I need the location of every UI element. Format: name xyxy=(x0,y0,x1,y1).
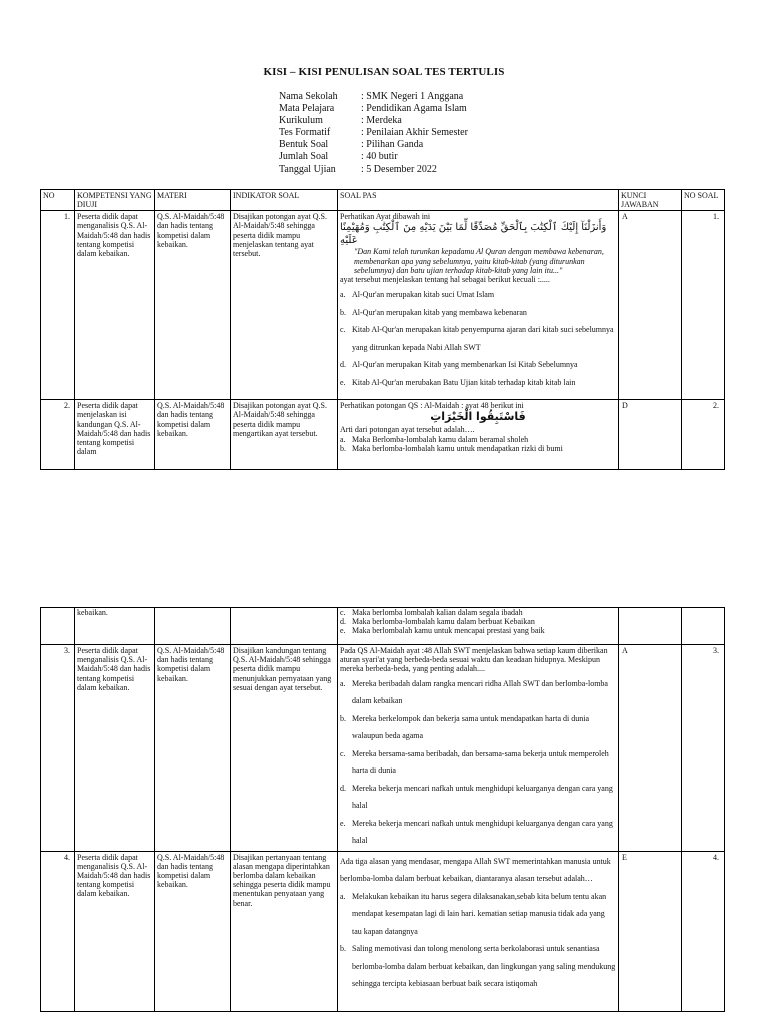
option-text: Mereka beribadah dalam rangka mencari ridha Allah SWT dan berlomba-lomba dalam kebaikan xyxy=(352,678,608,706)
option-text: Mereka berkelompok dan bekerja sama untuk mendapatkan harta di dunia walaupun beda agama xyxy=(352,713,590,741)
info-value: : 5 Desember 2022 xyxy=(361,163,437,175)
answer-option xyxy=(340,626,616,635)
info-label: Nama Sekolah xyxy=(279,91,338,102)
answer-key xyxy=(619,608,682,645)
answer-option xyxy=(340,286,616,304)
soal-question: Arti dari potongan ayat tersebut adalah…. xyxy=(340,425,475,435)
soal-intro: Perhatikan Ayat dibawah ini xyxy=(340,212,431,222)
answer-option xyxy=(340,745,616,780)
soal-intro: Perhatikan potongan QS : Al-Maidah : ayat 48 berikut ini xyxy=(340,401,524,411)
answer-option xyxy=(340,304,616,322)
soal-cell xyxy=(338,400,619,470)
info-label: Mata Pelajara xyxy=(279,103,335,115)
option-letter: c. xyxy=(340,748,346,758)
indikator-cell: Disajikan pertanyaan tentang alasan mengapa diperintahkan berlomba dalam kebaikan sehingga peserta didik mampu menentukan penyataan yang benar. xyxy=(231,851,338,1011)
option-text: Kitab Al-Qur'an merupakan kitab penyempurna ajaran dari kitab suci sebelumnya yang ditrunkan kepada Nabi Allah SWT xyxy=(352,325,614,352)
info-label: Jumlah Soal xyxy=(279,151,329,163)
materi-cell xyxy=(155,608,231,645)
materi-cell: Q.S. Al-Maidah/5:48 dan hadis tentang kompetisi dalam kebaikan. xyxy=(155,400,231,470)
option-letter: d. xyxy=(340,783,346,793)
answer-option xyxy=(340,435,616,444)
answer-option xyxy=(340,710,616,745)
question-number: 1. xyxy=(682,211,725,400)
kompetensi-cell: Peserta didik dapat menganalisis Q.S. Al-Maidah/5:48 dan hadis tentang kompetisi dalam kebaikan. xyxy=(75,645,155,852)
option-letter: e. xyxy=(340,818,346,828)
option-text: Al-Qur'an merupakan kitab yang membawa kebenaran xyxy=(352,307,527,317)
soal-cell xyxy=(338,851,619,1011)
kisi-table-page-2 xyxy=(40,607,725,1012)
option-text: Maka berlomba-lombalah kamu dalam berbuat Kebaikan xyxy=(352,617,535,627)
table-row xyxy=(41,211,725,400)
question-number xyxy=(682,608,725,645)
school-info xyxy=(279,91,468,176)
row-number: 3. xyxy=(41,645,75,852)
option-text: Maka berlomba-lombalah kamu untuk mendapatkan rizki di bumi xyxy=(352,443,563,453)
header-materi: MATERI xyxy=(155,190,231,211)
soal-cell xyxy=(338,645,619,852)
answer-key: E xyxy=(619,851,682,1011)
header-kompetensi: KOMPETENSI YANG DIUJI xyxy=(75,190,155,211)
materi-cell: Q.S. Al-Maidah/5:48 dan hadis tentang kompetisi dalam kebaikan. xyxy=(155,851,231,1011)
indikator-cell xyxy=(231,608,338,645)
info-label: Tanggal Ujian xyxy=(279,163,336,175)
option-letter: c. xyxy=(340,325,346,335)
header-no: NO xyxy=(41,190,75,211)
document-title: KISI – KISI PENULISAN SOAL TES TERTULIS xyxy=(263,66,505,78)
answer-option xyxy=(340,444,616,453)
soal-question: Ada tiga alasan yang mendasar, mengapa Allah SWT memerintahkan manusia untuk berlomba-lomba dalam berbuat kebaikan, diantaranya alasan tersebut adalah… xyxy=(340,856,611,884)
soal-cell xyxy=(338,211,619,400)
info-value: : Pendidikan Agama Islam xyxy=(361,103,467,115)
option-text: Al-Qur'an merupakan Kitab yang membenarkan Isi Kitab Sebelumnya xyxy=(352,360,578,370)
option-letter: b. xyxy=(340,944,346,954)
header-kunci: KUNCI JAWABAN xyxy=(619,190,682,211)
indikator-cell: Disajikan potongan ayat Q.S. Al-Maidah/5:48 sehingga peserta didik mampu mengartikan ayat tersebut. xyxy=(231,400,338,470)
soal-question: Pada QS Al-Maidah ayat :48 Allah SWT menjelaskan bahwa setiap kaum diberikan aturan syari'at yang berbeda-beda sesuai waktu dan keadaan hidupnya. Meskipun mereka berbeda-beda, yang penting adalah.... xyxy=(340,646,608,674)
answer-key: A xyxy=(619,645,682,852)
option-text: Maka Berlomba-lombalah kamu dalam beramal sholeh xyxy=(352,434,529,444)
option-letter: a. xyxy=(340,290,346,300)
soal-question-line xyxy=(340,853,616,888)
question-number: 3. xyxy=(682,645,725,852)
info-label: Bentuk Soal xyxy=(279,139,329,151)
header-indikator: INDIKATOR SOAL xyxy=(231,190,338,211)
kompetensi-cell: Peserta didik dapat menganalisis Q.S. Al-Maidah/5:48 dan hadis tentang kompetisi dalam kebaikan. xyxy=(75,211,155,400)
info-value: : 40 butir xyxy=(361,151,398,163)
option-letter: a. xyxy=(340,891,346,901)
info-value: : Penilaian Akhir Semester xyxy=(361,127,468,139)
kompetensi-cell: Peserta didik dapat menjelaskan isi kandungan Q.S. Al-Maidah/5:48 dan hadis tentang kompetisi dalam xyxy=(75,400,155,470)
option-text: Mereka bekerja mencari nafkah untuk menghidupi keluarganya dengan cara yang halal xyxy=(352,783,613,811)
info-value: : Pilihan Ganda xyxy=(361,139,424,151)
question-number: 4. xyxy=(682,851,725,1011)
soal-cell xyxy=(338,608,619,645)
option-text: Melakukan kebaikan itu harus segera dilaksanakan,sebab kita belum tentu akan mendapat kesempatan lagi di lain hari. kematian setiap manusia tidak ada yang tau kapan datangnya xyxy=(352,891,607,936)
option-letter: d. xyxy=(340,617,346,627)
option-letter: b. xyxy=(340,713,346,723)
answer-key: A xyxy=(619,211,682,400)
answer-key: D xyxy=(619,400,682,470)
table-row xyxy=(41,608,725,645)
arabic-verse: فَاسْتَبِقُوا الْخَيْرَاتِ xyxy=(430,410,526,424)
table-header-row xyxy=(41,190,725,211)
info-label: Kurikulum xyxy=(279,115,323,127)
kisi-table-page-1 xyxy=(40,189,725,470)
soal-question: ayat tersebut menjelaskan tentang hal sebagai berikut kecuali :..... xyxy=(340,275,550,284)
option-text: Kitab Al-Qur'an merubakan Batu Ujian kitab terhadap kitab kitab lain xyxy=(352,377,576,387)
answer-option xyxy=(340,815,616,850)
answer-option xyxy=(340,321,616,356)
info-label: Tes Formatif xyxy=(279,127,331,139)
table-row xyxy=(41,400,725,470)
materi-cell: Q.S. Al-Maidah/5:48 dan hadis tentang kompetisi dalam kebaikan. xyxy=(155,645,231,852)
option-letter: e. xyxy=(340,377,346,387)
verse-translation: "Dan Kami telah turunkan kepadamu Al Quran dengan membawa kebenaran, membenarkan apa yang sebelumnya, yaitu kitab-kitab (yang diturunkan sebelumnya) dan batu ujian terhadap kitab-kitab yang lain itu..." xyxy=(354,247,604,275)
kompetensi-cell: Peserta didik dapat menganalisis Q.S. Al-Maidah/5:48 dan hadis tentang kompetisi dalam kebaikan. xyxy=(75,851,155,1011)
option-text: Saling memotivasi dan tolong menolong serta berkolaborasi untuk senantiasa berlomba-lomba dalam berbuat kebaikan, dan lingkungan yang saling mendukung sehingga tercipta kebiasaan berbuat baik secara istiqomah xyxy=(352,944,616,989)
option-text: Al-Qur'an merupakan kitab suci Umat Islam xyxy=(352,290,495,300)
materi-cell: Q.S. Al-Maidah/5:48 dan hadis tentang kompetisi dalam kebaikan. xyxy=(155,211,231,400)
answer-option xyxy=(340,780,616,815)
option-letter: d. xyxy=(340,360,346,370)
answer-option xyxy=(340,608,616,617)
arabic-verse: وَأَنزَلْنَآ إِلَيْكَ ٱلْكِتَٰبَ بِٱلْحَقِّ مُصَدِّقًا لِّمَا بَيْنَ يَدَيْهِ مِنَ ٱلْكِتَٰبِ وَمُهَيْمِنًا عَلَيْهِ xyxy=(340,222,607,247)
option-text: Mereka bersama-sama beribadah, dan bersama-sama bekerja untuk memperoleh harta di dunia xyxy=(352,748,609,776)
option-letter: a. xyxy=(340,678,346,688)
row-number: 4. xyxy=(41,851,75,1011)
option-letter: a. xyxy=(340,434,346,444)
row-number xyxy=(41,608,75,645)
info-value: : Merdeka xyxy=(361,115,402,127)
row-number: 2. xyxy=(41,400,75,470)
option-letter: b. xyxy=(340,307,346,317)
answer-option xyxy=(340,374,616,392)
option-letter: c. xyxy=(340,608,346,617)
answer-option xyxy=(340,356,616,374)
header-soal: SOAL PAS xyxy=(338,190,619,211)
question-number: 2. xyxy=(682,400,725,470)
answer-option xyxy=(340,617,616,626)
indikator-cell: Disajikan potongan ayat Q.S. Al-Maidah/5:48 sehingga peserta didik mampu menjelaskan tentang ayat tersebut. xyxy=(231,211,338,400)
answer-option xyxy=(340,675,616,710)
option-letter: b. xyxy=(340,443,346,453)
indikator-cell: Disajikan kandungan tentang Q.S. Al-Maidah/5:48 sehingga peserta didik mampu menunjukkan pernyataan yang sesuai dengan ayat tersebut. xyxy=(231,645,338,852)
option-text: Mereka bekerja mencari nafkah untuk menghidupi keluarganya dengan cara yang halal xyxy=(352,818,613,846)
info-value: : SMK Negeri 1 Anggana xyxy=(361,91,464,102)
table-row xyxy=(41,645,725,852)
table-row xyxy=(41,851,725,1011)
option-letter: e. xyxy=(340,626,346,636)
answer-option xyxy=(340,940,616,993)
option-text: Maka berlomba lombalah kalian dalam segala ibadah xyxy=(352,608,523,617)
kompetensi-cell: kebaikan. xyxy=(75,608,155,645)
option-text: Maka berlombalah kamu untuk mencapai prestasi yang baik xyxy=(352,626,545,636)
header-no-soal: NO SOAL xyxy=(682,190,725,211)
answer-option xyxy=(340,888,616,941)
row-number: 1. xyxy=(41,211,75,400)
